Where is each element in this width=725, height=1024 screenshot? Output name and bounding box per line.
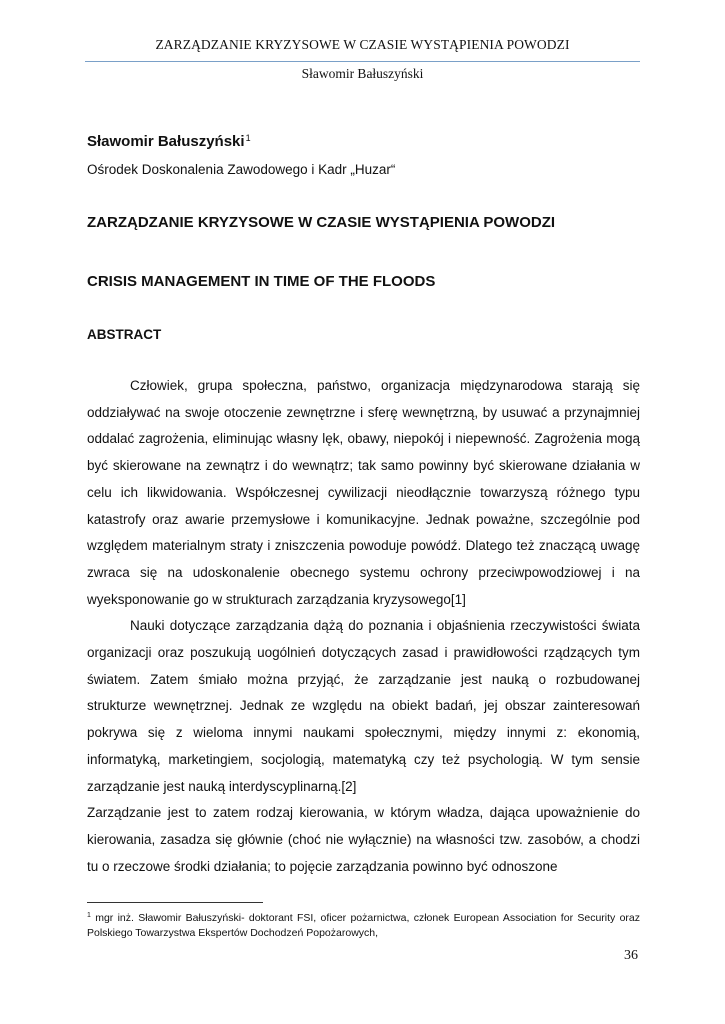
- header-divider: [85, 61, 640, 62]
- abstract-heading: ABSTRACT: [87, 327, 162, 342]
- footnote-mark: 1: [87, 912, 91, 919]
- article-title-english: CRISIS MANAGEMENT IN TIME OF THE FLOODS: [87, 273, 436, 290]
- footnote-divider: [87, 902, 263, 903]
- paragraph-1: Człowiek, grupa społeczna, państwo, organizacja międzynarodowa starają się oddziaływać na swoje otoczenie zewnętrzne i sferę wewnętrzną, by usuwać a przynajmniej oddalać zagrożenia, eliminując własny lęk, obawy, niepokój i niepewność. Zagrożenia mogą być skierowane na zewnątrz i do wewnątrz; tak samo powinny być skierowane działania w celu ich likwidowania. Współczesnej cywilizacji nieodłącznie towarzyszą różnego typu katastrofy oraz awarie przemysłowe i komunikacyjne. Jednak poważne, szczególnie pod względem materialnym straty i zniszczenia powoduje powódź. Dlatego też znaczącą uwagę zwraca się na udoskonalenie obecnego systemu ochrony przeciwpowodziowej i na wyeksponowanie go w strukturach zarządzania kryzysowego[1]: [87, 378, 640, 607]
- page-number: 36: [624, 948, 638, 963]
- author-footnote-mark[interactable]: 1: [245, 133, 251, 143]
- footnote-text: mgr inż. Sławomir Bałuszyński- doktorant FSI, oficer pożarnictwa, członek European Association for Security oraz Polskiego Towarzystwa Ekspertów Dochodzeń Popożarowych,: [87, 912, 640, 939]
- running-header-title: ZARZĄDZANIE KRYZYSOWE W CZASIE WYSTĄPIENIA POWODZI: [155, 37, 570, 52]
- abstract-body: [87, 373, 640, 880]
- author-affiliation: Ośrodek Doskonalenia Zawodowego i Kadr „Huzar“: [87, 162, 396, 177]
- paragraph-3: Zarządzanie jest to zatem rodzaj kierowania, w którym władza, dająca upoważnienie do kierowania, zasadza się głównie (choć nie wyłącznie) na własności tzw. zasobów, a chodzi tu o rzeczowe środki działania; to pojęcie zarządzania powinno być odnoszone: [87, 805, 640, 874]
- footnote: [87, 908, 640, 941]
- author-name: Sławomir Bałuszyński: [87, 133, 245, 150]
- article-title-polish: ZARZĄDZANIE KRYZYSOWE W CZASIE WYSTĄPIENIA POWODZI: [87, 214, 556, 231]
- article-author: [87, 133, 251, 150]
- paragraph-2: Nauki dotyczące zarządzania dążą do poznania i objaśnienia rzeczywistości świata organizacji oraz poszukują uogólnień dotyczących zasad i prawidłowości rządzących tym światem. Zatem śmiało można przyjąć, że zarządzanie jest nauką o rozbudowanej strukturze wewnętrznej. Jednak ze względu na obiekt badań, jej obszar zainteresowań pokrywa się z wieloma innymi naukami społecznymi, między innymi z: ekonomią, informatyką, marketingiem, socjologią, matematyką czy też psychologią. W tym sensie zarządzanie jest nauką interdyscyplinarną.[2]: [87, 618, 640, 794]
- running-header-author: Sławomir Bałuszyński: [301, 66, 424, 81]
